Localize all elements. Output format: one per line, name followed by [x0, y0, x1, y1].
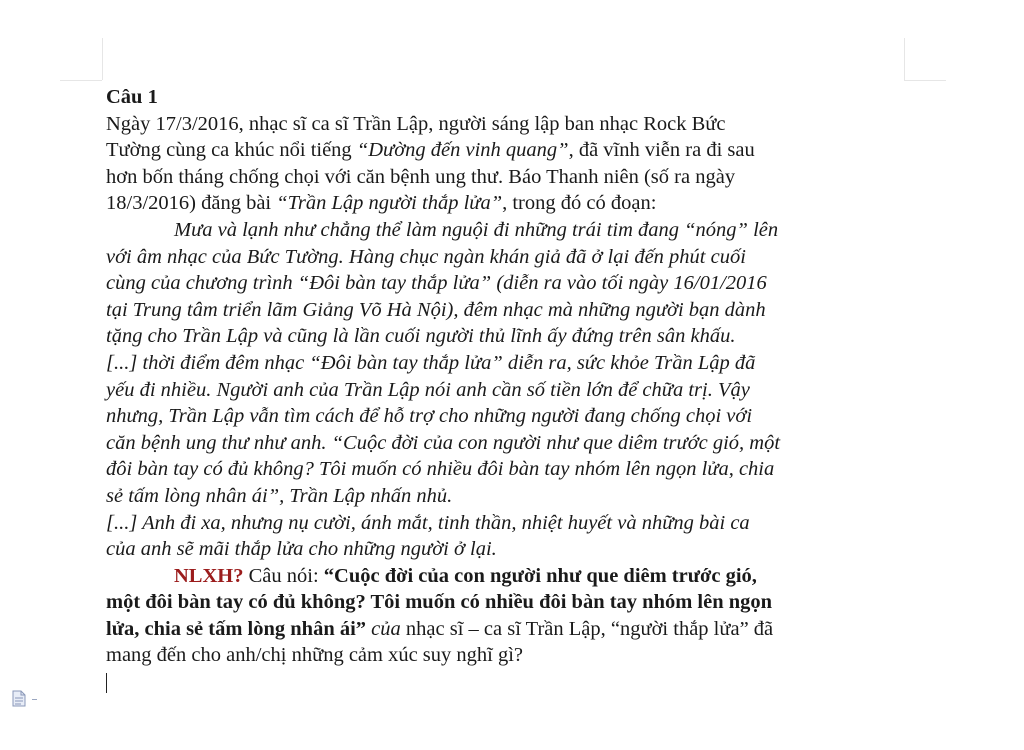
task-line-2 — [106, 589, 896, 616]
quote-line: [...] thời điểm đêm nhạc “Đôi bàn tay thắp lửa” diễn ra, sức khỏe Trần Lập đã — [106, 351, 756, 374]
intro-line-2-tail: , đã vĩnh viễn ra đi sau — [568, 139, 755, 162]
crop-mark-top-right — [904, 80, 946, 81]
crop-mark-top-left-vertical — [102, 38, 103, 80]
task-line-4: mang đến cho anh/chị những cảm xúc suy nghĩ gì? — [106, 644, 524, 667]
task-line-1 — [106, 563, 896, 590]
task-of: của — [371, 617, 401, 640]
document-icon-dropdown[interactable] — [32, 699, 37, 700]
quote-line: với âm nhạc của Bức Tường. Hàng chục ngàn khán giả đã ở lại đến phút cuối — [106, 245, 746, 268]
task-line-3 — [106, 616, 896, 643]
question-heading: Câu 1 — [106, 86, 158, 108]
quote-line: Mưa và lạnh như chẳng thể làm nguội đi những trái tim đang “nóng” lên — [174, 218, 779, 241]
article-title: “Trần Lập người thắp lửa” — [276, 192, 503, 215]
task-line-3-tail: nhạc sĩ – ca sĩ Trần Lập, “người thắp lửa” đã — [405, 617, 774, 640]
intro-line-1: Ngày 17/3/2016, nhạc sĩ ca sĩ Trần Lập, người sáng lập ban nhạc Rock Bức — [106, 112, 726, 135]
quote-line: sẻ tấm lòng nhân ái”, Trần Lập nhấn nhủ. — [106, 484, 453, 507]
intro-line-4-tail: , trong đó có đoạn: — [502, 192, 657, 215]
document-body[interactable] — [106, 84, 896, 696]
crop-mark-top-left — [60, 80, 102, 81]
quote-line: yếu đi nhiều. Người anh của Trần Lập nói anh cần số tiền lớn để chữa trị. Vậy — [106, 378, 750, 401]
quote-line: cùng của chương trình “Đôi bàn tay thắp lửa” (diễn ra vào tối ngày 16/01/2016 — [106, 272, 767, 295]
crop-mark-top-right-vertical — [904, 38, 905, 80]
task-quote-part-3: lửa, chia sẻ tấm lòng nhân ái” — [106, 617, 367, 640]
quoted-excerpt — [106, 217, 896, 563]
intro-line-2-text: Tường cùng ca khúc nổi tiếng — [106, 139, 352, 162]
quote-line: căn bệnh ung thư như anh. “Cuộc đời của con người như que diêm trước gió, một — [106, 431, 781, 454]
text-cursor — [106, 673, 107, 693]
intro-line-3: hơn bốn tháng chống chọi với căn bệnh ung thư. Báo Thanh niên (số ra ngày — [106, 165, 736, 188]
song-title: “Dường đến vinh quang” — [356, 139, 569, 162]
cursor-line[interactable] — [106, 669, 896, 696]
task-prefix: Câu nói: — [248, 564, 319, 587]
intro-line-4 — [106, 190, 896, 217]
task-quote-part-1: “Cuộc đời của con người như que diêm trước gió, — [323, 564, 757, 587]
quote-line: [...] Anh đi xa, nhưng nụ cười, ánh mắt, tinh thần, nhiệt huyết và những bài ca — [106, 511, 750, 534]
quote-line: của anh sẽ mãi thắp lửa cho những người ở lại. — [106, 538, 497, 561]
quote-line: nhưng, Trần Lập vẫn tìm cách để hỗ trợ cho những người đang chống chọi với — [106, 405, 753, 428]
quote-line: tại Trung tâm triển lãm Giảng Võ Hà Nội), đêm nhạc mà những người bạn dành — [106, 298, 766, 321]
task-quote-part-2: một đôi bàn tay có đủ không? Tôi muốn có nhiều đôi bàn tay nhóm lên ngọn — [106, 591, 773, 614]
quote-line: đôi bàn tay có đủ không? Tôi muốn có nhiều đôi bàn tay nhóm lên ngọn lửa, chia — [106, 458, 775, 481]
task-label: NLXH? — [174, 564, 244, 587]
intro-line-2 — [106, 137, 896, 164]
intro-line-4-text: 18/3/2016) đăng bài — [106, 192, 272, 215]
quote-line: tặng cho Trần Lập và cũng là lần cuối người thủ lĩnh ấy đứng trên sân khấu. — [106, 325, 736, 348]
document-icon[interactable] — [12, 690, 26, 707]
intro-paragraph — [106, 111, 896, 217]
task-paragraph — [106, 563, 896, 696]
